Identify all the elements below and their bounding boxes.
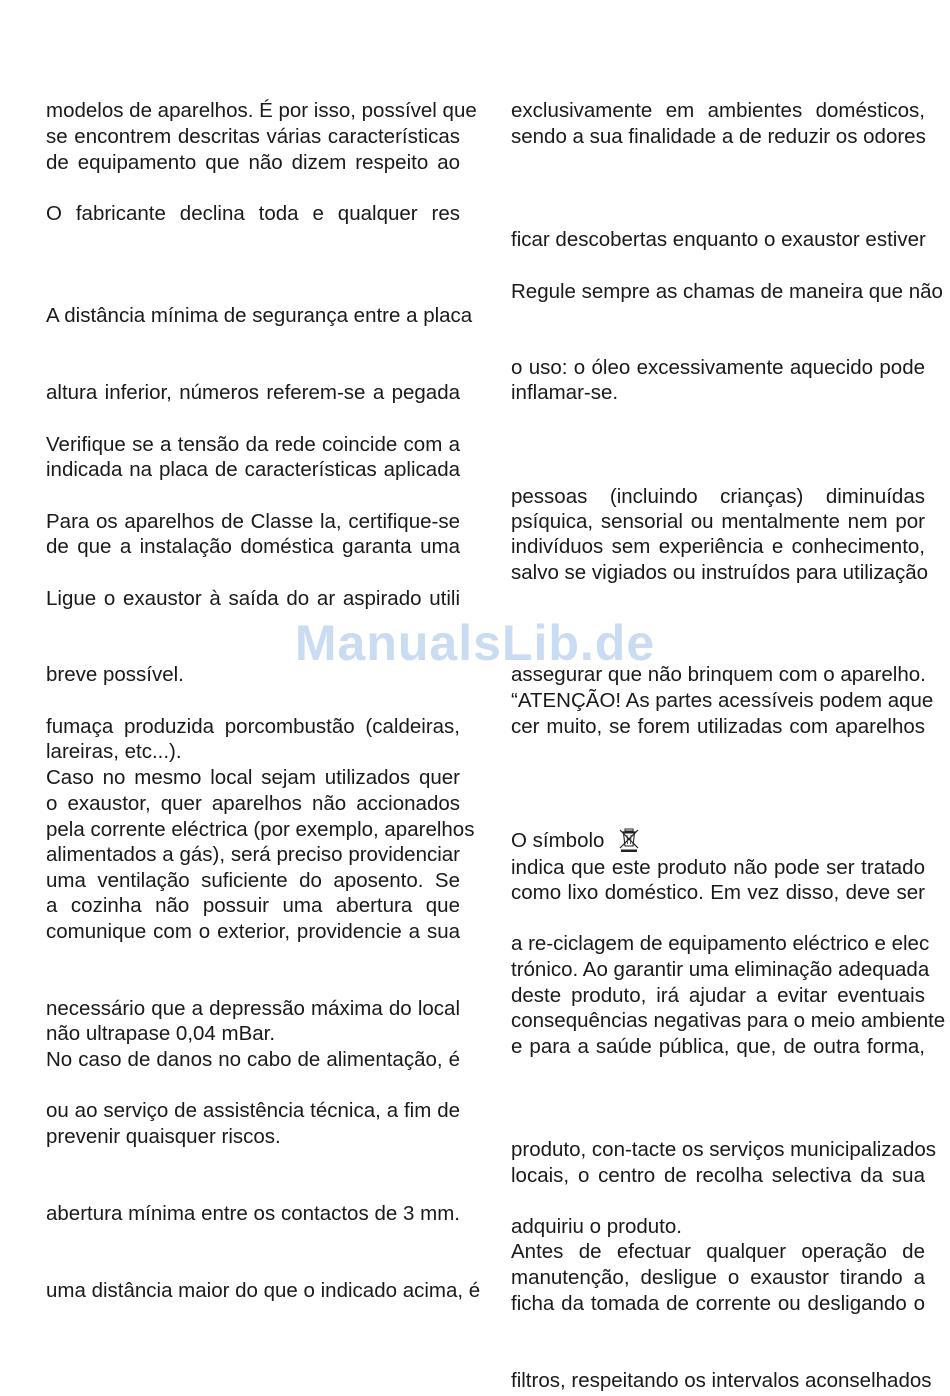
text-line-content: No caso de danos no cabo de alimentação, é [46,1048,460,1071]
text-line-content: como lixo doméstico. Em vez disso, deve ser [511,881,925,904]
text-line-content: necessário que a depressão máxima do local [46,997,460,1020]
text-line [46,765,460,791]
text-line-content: altura inferior, números referem-se a pegada [46,381,460,404]
text-line [511,662,925,688]
text-line [511,1239,925,1265]
crossed-bin-icon [618,827,640,853]
text-line-content: breve possível. [46,663,184,686]
text-line [46,509,460,535]
text-line [46,919,460,945]
text-line-content: alimentados a gás), será preciso providenciar [46,843,460,866]
text-line [46,457,460,483]
text-line-content: Regule sempre as chamas de maneira que não [511,280,943,303]
text-line-content: modelos de aparelhos. É por isso, possível que [46,99,477,122]
text-line [511,931,930,957]
text-line-content: o exaustor, quer aparelhos não accionados [46,792,460,815]
text-line [511,1368,932,1394]
text-line [511,227,925,253]
text-line-content: de equipamento que não dizem respeito ao [46,151,460,174]
text-line-content: Verifique se a tensão da rede coincide com a [46,433,460,456]
text-line [511,355,925,381]
text-line-content: filtros, respeitando os intervalos aconselhados [511,1369,932,1392]
text-line [511,560,929,586]
text-line [46,893,460,919]
text-line [511,983,925,1009]
text-line [46,1098,460,1124]
text-line [46,817,475,843]
text-line-content: indicada na placa de características aplicada [46,458,460,481]
text-line [511,1265,925,1291]
text-line-content: salvo se vigiados ou instruídos para utilização [511,561,929,584]
text-line-content: assegurar que não brinquem com o aparelho. [511,663,926,686]
text-line-content: abertura mínima entre os contactos de 3 mm. [46,1202,460,1225]
text-line [46,1278,481,1304]
text-line-content: Ligue o exaustor à saída do ar aspirado utili [46,587,460,610]
text-line [511,688,934,714]
text-line-content: uma ventilação suficiente do aposento. Se [46,869,460,892]
text-line [46,1124,460,1150]
text-line [46,662,460,688]
text-line-content: fumaça produzida porcombustão (caldeiras, [46,715,460,738]
text-line-content: exclusivamente em ambientes domésticos, [511,99,925,122]
text-line-content: adquiriu o produto. [511,1215,682,1238]
text-line [46,150,460,176]
text-line [46,1201,460,1227]
text-line [511,827,925,854]
text-line [46,534,460,560]
text-line-content: comunique com o exterior, providencie a sua [46,920,460,943]
text-line-content: Para os aparelhos de Classe la, certifique-se [46,510,460,533]
text-line-content: produto, con-tacte os serviços municipalizados [511,1138,937,1161]
text-line-content: Antes de efectuar qualquer operação de [511,1240,925,1263]
text-line [511,1291,925,1317]
text-line [511,1137,937,1163]
text-line [511,855,925,881]
text-line-content: inflamar-se. [511,381,619,404]
text-line [46,868,460,894]
text-line [46,791,460,817]
text-line-content: não ultrapase 0,04 mBar. [46,1022,276,1045]
text-line-content: de que a instalação doméstica garanta uma [46,535,460,558]
text-line [46,1021,460,1047]
text-line-content: deste produto, irá ajudar a evitar eventuais [511,984,925,1007]
text-line-content: O fabricante declina toda e qualquer res [46,202,460,225]
text-line [511,534,925,560]
text-line [511,714,925,740]
text-line [511,957,930,983]
text-line [46,714,460,740]
text-line-content: consequências negativas para o meio ambiente [511,1009,946,1032]
text-line [511,1214,925,1240]
text-line [511,279,943,305]
text-line-content: se encontrem descritas várias características [46,125,460,148]
text-line-content: Caso no mesmo local sejam utilizados quer [46,766,460,789]
text-line [511,1034,925,1060]
text-line [511,98,925,124]
text-line-content: psíquica, sensorial ou mentalmente nem por [511,510,925,533]
text-line [46,124,460,150]
watermark: ManualsLib.de [294,615,656,671]
text-line [511,380,925,406]
text-line [46,586,460,612]
text-line-content: indivíduos sem experiência e conhecimento, [511,535,925,558]
text-line-content: ou ao serviço de assistência técnica, a fim de [46,1099,460,1122]
text-line-content: lareiras, etc...). [46,740,182,763]
text-line-content: trónico. Ao garantir uma eliminação adequada [511,958,930,981]
text-line [46,842,460,868]
text-line [46,432,460,458]
text-line-content: A distância mínima de segurança entre a placa [46,304,473,327]
text-line [46,303,473,329]
text-line-content: ficha da tomada de corrente ou desligando o [511,1292,925,1315]
text-line-content: pela corrente eléctrica (por exemplo, aparelhos [46,818,475,841]
text-line-content: sendo a sua finalidade a de reduzir os odores [511,125,926,148]
text-line-content: o uso: o óleo excessivamente aquecido pode [511,356,925,379]
text-line-content: O símbolo [511,829,605,852]
text-line [511,880,925,906]
text-line-content: a cozinha não possuir uma abertura que [46,894,460,917]
text-line-content: “ATENÇÃO! As partes acessíveis podem aque [511,689,934,712]
right-text-column [511,0,946,1396]
text-line-content: prevenir quaisquer riscos. [46,1125,281,1148]
text-line-content: pessoas (incluindo crianças) diminuídas [511,485,925,508]
text-line-content: ficar descobertas enquanto o exaustor estiver [511,228,926,251]
text-line-content: a re-ciclagem de equipamento eléctrico e elec [511,932,930,955]
text-line [511,1163,925,1189]
text-line [46,201,460,227]
text-line [511,509,925,535]
text-line [511,1008,946,1034]
text-line [46,739,460,765]
text-line [511,124,925,150]
text-line [46,98,477,124]
text-line [46,380,460,406]
text-line-content: locais, o centro de recolha selectiva da sua [511,1164,925,1187]
text-line [46,1047,460,1073]
text-line-content: manutenção, desligue o exaustor tirando a [511,1266,925,1289]
text-line-content: indica que este produto não pode ser tratado [511,856,925,879]
text-line-content: cer muito, se forem utilizadas com aparelhos [511,715,925,738]
text-line [46,996,460,1022]
text-line-content: uma distância maior do que o indicado acima, é [46,1279,481,1302]
text-line-content: e para a saúde pública, que, de outra forma, [511,1035,925,1058]
text-line [511,484,925,510]
